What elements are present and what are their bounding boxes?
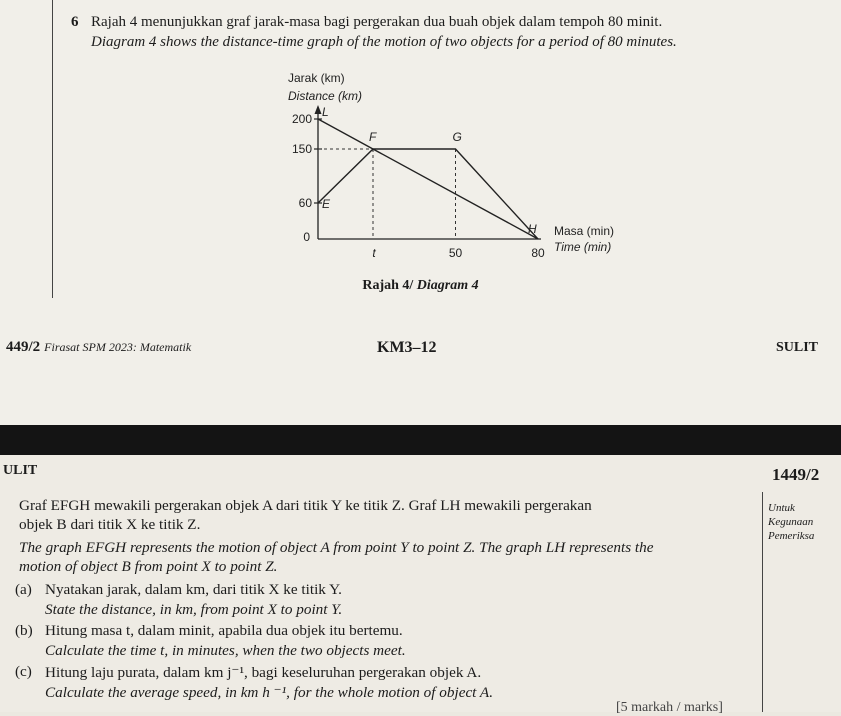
examiner-column-rule xyxy=(762,492,763,712)
part-c-label: (c) xyxy=(15,663,32,680)
y-tick-label-200: 200 xyxy=(291,112,312,126)
page-gap xyxy=(0,425,841,455)
question-text-english: Diagram 4 shows the distance-time graph of the motion of two objects for a period of 80 minutes. xyxy=(91,34,677,50)
part-a-malay: Nyatakan jarak, dalam km, dari titik X ke titik Y. xyxy=(45,581,342,598)
intro-english-line-2: motion of object B from point X to point Z. xyxy=(19,558,278,575)
intro-malay-line-1: Graf EFGH mewakili pergerakan objek A dari titik Y ke titik Z. Graf LH mewakili pergerakan xyxy=(19,497,592,514)
page2-header-right: 1449/2 xyxy=(772,465,820,484)
part-c-english: Calculate the average speed, in km h ⁻¹, for the whole motion of object A. xyxy=(45,684,494,701)
y-axis-label-english: Distance (km) xyxy=(288,89,363,103)
part-b-label: (b) xyxy=(15,622,33,639)
y-tick-label-150: 150 xyxy=(291,142,312,156)
page2-header-left: ULIT xyxy=(3,463,38,478)
point-label-e: E xyxy=(322,197,331,211)
point-label-h: H xyxy=(528,222,537,236)
question-number: 6 xyxy=(71,14,79,30)
footer-classification: SULIT xyxy=(776,340,819,355)
point-label-g: G xyxy=(452,130,462,144)
graph-efgh xyxy=(318,149,538,239)
examiner-note-line-2: Kegunaan xyxy=(768,516,814,528)
x-tick-label-t: t xyxy=(372,246,376,260)
y-axis-label-malay: Jarak (km) xyxy=(288,71,345,85)
question-text-malay: Rajah 4 menunjukkan graf jarak-masa bagi pergerakan dua buah objek dalam tempoh 80 minit. xyxy=(91,14,663,30)
x-axis-label-malay: Masa (min) xyxy=(554,224,615,238)
diagram-caption xyxy=(0,278,841,294)
y-tick-label-0: 0 xyxy=(303,230,310,244)
part-b-malay: Hitung masa t, dalam minit, apabila dua objek itu bertemu. xyxy=(45,622,403,639)
examiner-note-line-1: Untuk xyxy=(768,502,795,514)
footer-page-code: KM3–12 xyxy=(377,339,437,356)
x-tick-label-80: 80 xyxy=(531,246,545,260)
examiner-note-line-3: Pemeriksa xyxy=(768,530,815,542)
footer-publisher: Firasat SPM 2023: Matematik xyxy=(44,340,192,354)
marks-note: [5 markah / marks] xyxy=(616,700,723,715)
footer-code-block xyxy=(6,339,191,356)
intro-malay-line-2: objek B dari titik X ke titik Z. xyxy=(19,516,201,533)
y-tick-label-60: 60 xyxy=(298,196,312,210)
part-a-label: (a) xyxy=(15,581,32,598)
y-axis-arrow xyxy=(315,105,322,114)
caption-english: Diagram 4 xyxy=(416,278,479,293)
caption-malay: Rajah 4/ xyxy=(362,278,414,293)
graph-lh xyxy=(318,119,538,239)
point-label-l: L xyxy=(322,105,329,119)
part-c-malay: Hitung laju purata, dalam km j⁻¹, bagi keseluruhan pergerakan objek A. xyxy=(45,664,482,681)
part-b-english: Calculate the time t, in minutes, when the two objects meet. xyxy=(45,642,406,659)
part-a-english: State the distance, in km, from point X to point Y. xyxy=(45,601,343,618)
footer-code: 449/2 xyxy=(6,339,41,355)
point-label-f: F xyxy=(369,130,377,144)
x-tick-label-50: 50 xyxy=(448,246,463,260)
x-axis-label-english: Time (min) xyxy=(554,240,612,254)
intro-english-line-1: The graph EFGH represents the motion of object A from point Y to point Z. The graph LH represents the xyxy=(19,539,654,556)
